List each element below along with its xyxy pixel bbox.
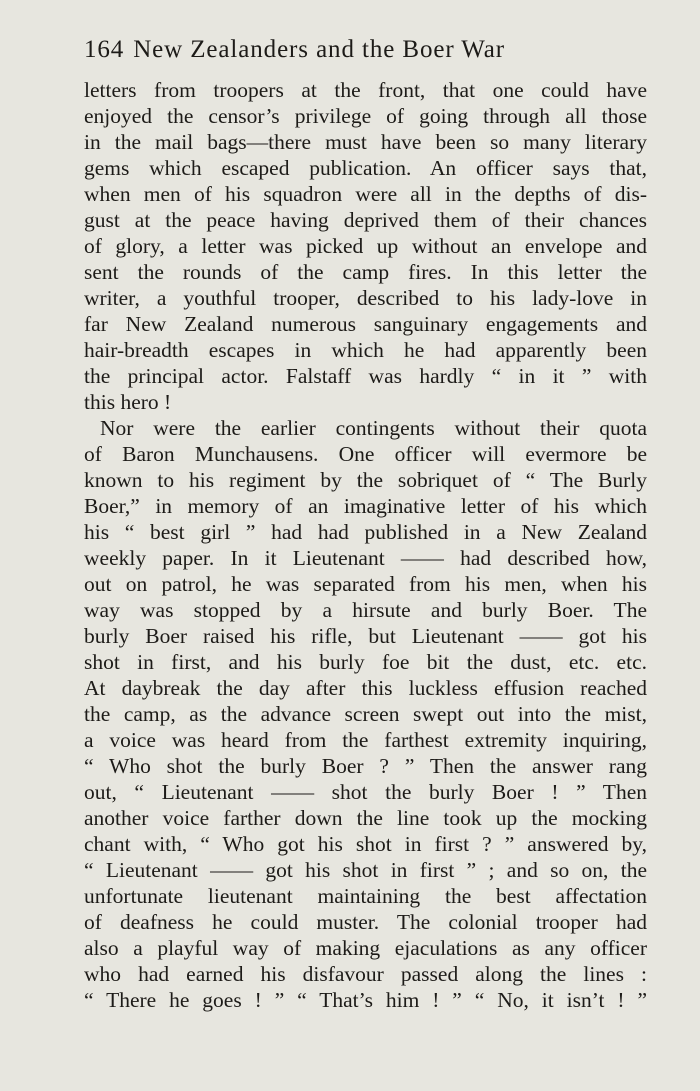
text-line: out, “ Lieutenant —— shot the burly Boer ! ” Then	[84, 780, 647, 804]
text-line: who had earned his disfavour passed along the lines :	[84, 962, 647, 986]
text-line: weekly paper. In it Lieutenant —— had described how,	[84, 546, 647, 570]
text-line: known to his regiment by the sobriquet of “ The Burly	[84, 468, 647, 492]
text-line: enjoyed the censor’s privilege of going through all those	[84, 104, 647, 128]
text-line: writer, a youthful trooper, described to his lady-love in	[84, 286, 647, 310]
text-line: of glory, a letter was picked up without an envelope and	[84, 234, 647, 258]
text-line: hair-breadth escapes in which he had apparently been	[84, 338, 647, 362]
text-line: gems which escaped publication. An officer says that,	[84, 156, 647, 180]
text-line: the principal actor. Falstaff was hardly “ in it ” with	[84, 364, 647, 388]
text-line: a voice was heard from the farthest extremity inquiring,	[84, 728, 647, 752]
text-line: letters from troopers at the front, that one could have	[84, 78, 647, 102]
text-line: “ There he goes ! ” “ That’s him ! ” “ No, it isn’t ! ”	[84, 988, 647, 1012]
text-line: Boer,” in memory of an imaginative letter of his which	[84, 494, 647, 518]
text-line: his “ best girl ” had had published in a New Zealand	[84, 520, 647, 544]
text-line: when men of his squadron were all in the depths of dis-	[84, 182, 647, 206]
body-text	[84, 77, 647, 1013]
page-number: 164	[84, 36, 125, 63]
running-header	[84, 30, 654, 70]
text-line: gust at the peace having deprived them of their chances	[84, 208, 647, 232]
text-line: of Baron Munchausens. One officer will evermore be	[84, 442, 647, 466]
text-line: unfortunate lieutenant maintaining the best affectation	[84, 884, 647, 908]
text-line: shot in first, and his burly foe bit the dust, etc. etc.	[84, 650, 647, 674]
text-line: this hero !	[84, 390, 172, 414]
text-line: “ Who shot the burly Boer ? ” Then the answer rang	[84, 754, 647, 778]
text-line: far New Zealand numerous sanguinary engagements and	[84, 312, 647, 336]
text-line: “ Lieutenant —— got his shot in first ” ; and so on, the	[84, 858, 647, 882]
text-line: of deafness he could muster. The colonial trooper had	[84, 910, 647, 934]
text-line: Nor were the earlier contingents without their quota	[100, 416, 647, 440]
text-line: in the mail bags—there must have been so many literary	[84, 130, 647, 154]
text-line: At daybreak the day after this luckless effusion reached	[84, 676, 647, 700]
text-line: sent the rounds of the camp fires. In this letter the	[84, 260, 647, 284]
running-title: New Zealanders and the Boer War	[133, 36, 506, 63]
text-line: chant with, “ Who got his shot in first ? ” answered by,	[84, 832, 647, 856]
text-line: also a playful way of making ejaculations as any officer	[84, 936, 647, 960]
text-line: another voice farther down the line took up the mocking	[84, 806, 647, 830]
text-line: way was stopped by a hirsute and burly Boer. The	[84, 598, 647, 622]
text-line: out on patrol, he was separated from his men, when his	[84, 572, 647, 596]
text-line: burly Boer raised his rifle, but Lieutenant —— got his	[84, 624, 647, 648]
text-line: the camp, as the advance screen swept out into the mist,	[84, 702, 647, 726]
